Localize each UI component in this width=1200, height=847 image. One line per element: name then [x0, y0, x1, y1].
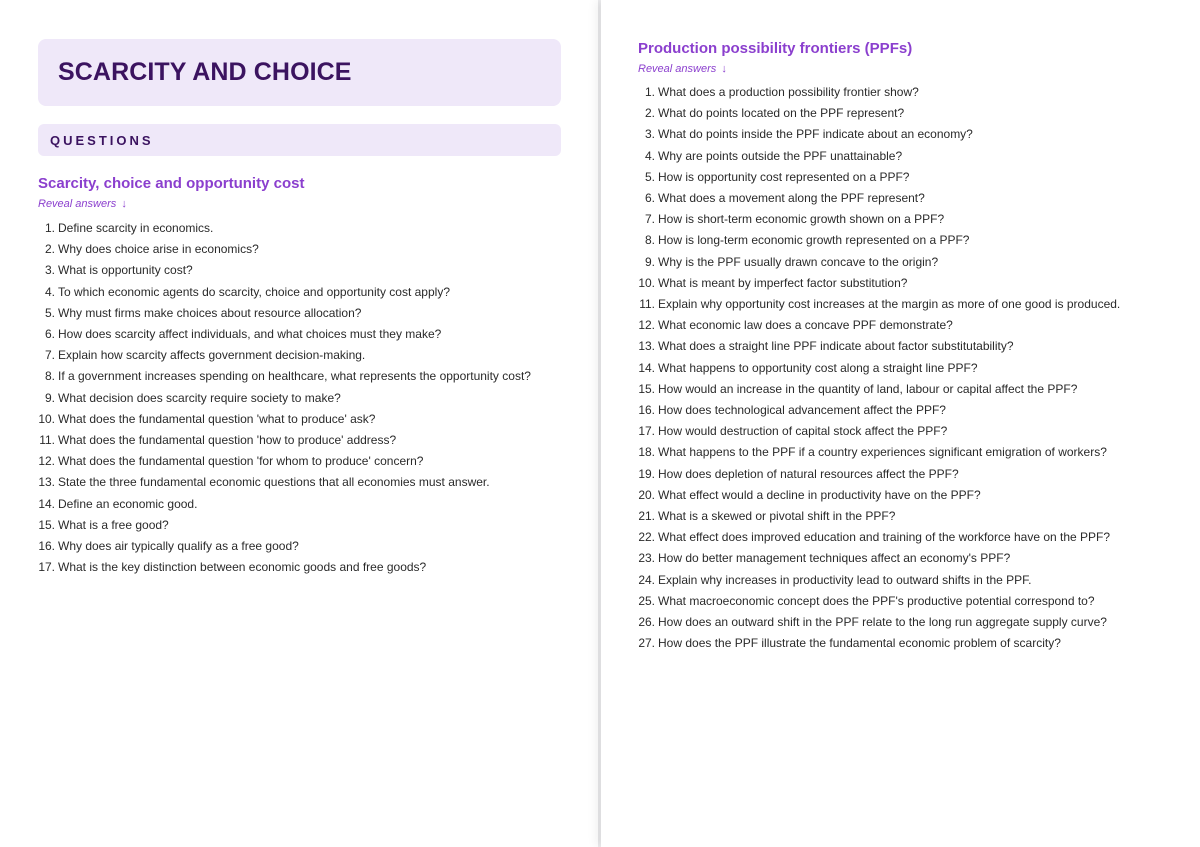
question-item — [38, 494, 561, 515]
question-text: Define an economic good. — [58, 496, 198, 511]
question-text: What is the key distinction between economic goods and free goods? — [58, 560, 427, 575]
question-item — [38, 324, 561, 345]
question-number: 18. — [638, 445, 655, 460]
question-item — [638, 358, 1180, 379]
question-text: What does a straight line PPF indicate about factor substitutability? — [658, 339, 1014, 354]
question-number: 14. — [638, 360, 655, 375]
question-number: 2. — [44, 242, 55, 257]
question-number: 7. — [44, 348, 55, 363]
question-text: What does the fundamental question 'what to produce' ask? — [58, 411, 376, 426]
question-list-ppf — [638, 82, 1180, 654]
question-text: Why does choice arise in economics? — [58, 242, 259, 257]
question-item — [638, 633, 1180, 654]
question-number: 10. — [638, 275, 655, 290]
question-number: 8. — [44, 369, 55, 384]
question-item — [638, 506, 1180, 527]
question-text: Why are points outside the PPF unattainable? — [658, 148, 903, 163]
question-item — [38, 472, 561, 493]
question-number: 16. — [38, 539, 55, 554]
question-text: What is meant by imperfect factor substitution? — [658, 275, 908, 290]
page-title: SCARCITY AND CHOICE — [58, 58, 352, 86]
question-number: 3. — [44, 263, 55, 278]
question-text: How is opportunity cost represented on a PPF? — [658, 169, 910, 184]
question-item — [638, 421, 1180, 442]
question-text: What does a production possibility frontier show? — [658, 85, 919, 99]
question-text: How do better management techniques affect an economy's PPF? — [658, 551, 1011, 566]
question-item — [38, 260, 561, 281]
question-number: 12. — [638, 318, 655, 333]
question-number: 11. — [639, 297, 655, 312]
question-text: Explain how scarcity affects government decision-making. — [58, 348, 366, 363]
question-item — [38, 366, 561, 387]
question-number: 19. — [638, 466, 655, 481]
question-text: How does scarcity affect individuals, and what choices must they make? — [58, 327, 442, 342]
question-item — [638, 294, 1180, 315]
question-number: 24. — [638, 572, 655, 587]
question-number: 9. — [44, 390, 55, 405]
question-number: 27. — [638, 636, 655, 651]
question-number: 1. — [644, 85, 655, 99]
down-arrow-icon: ↓ — [121, 198, 127, 210]
question-item — [38, 451, 561, 472]
question-text: What does the fundamental question 'for whom to produce' concern? — [58, 454, 424, 469]
question-number: 12. — [38, 454, 55, 469]
question-number: 4. — [44, 284, 55, 299]
question-item — [38, 239, 561, 260]
question-item — [638, 230, 1180, 251]
question-number: 4. — [644, 148, 655, 163]
question-item — [638, 124, 1180, 145]
question-item — [638, 273, 1180, 294]
question-item — [638, 612, 1180, 633]
question-text: What is a free good? — [58, 517, 169, 532]
question-item — [638, 548, 1180, 569]
question-number: 16. — [638, 403, 655, 418]
question-number: 25. — [638, 593, 655, 608]
question-item — [638, 485, 1180, 506]
down-arrow-icon: ↓ — [721, 63, 727, 75]
question-number: 15. — [38, 517, 55, 532]
reveal-answers-button[interactable] — [38, 198, 127, 210]
question-item — [638, 591, 1180, 612]
question-text: What macroeconomic concept does the PPF's productive potential correspond to? — [658, 593, 1095, 608]
question-number: 9. — [644, 254, 655, 269]
question-text: What effect would a decline in productivity have on the PPF? — [658, 487, 981, 502]
question-text: What economic law does a concave PPF demonstrate? — [658, 318, 953, 333]
question-text: What is a skewed or pivotal shift in the PPF? — [658, 509, 896, 524]
question-number: 20. — [638, 487, 655, 502]
question-item — [638, 146, 1180, 167]
question-number: 1. — [44, 221, 55, 235]
section-title-scarcity: Scarcity, choice and opportunity cost — [38, 175, 305, 192]
question-item — [638, 167, 1180, 188]
question-number: 23. — [638, 551, 655, 566]
question-item — [638, 188, 1180, 209]
question-text: Explain why increases in productivity lead to outward shifts in the PPF. — [658, 572, 1032, 587]
reveal-answers-label: Reveal answers — [38, 198, 117, 210]
question-text: What do points located on the PPF represent? — [658, 106, 905, 121]
left-page — [0, 0, 598, 847]
question-item — [638, 315, 1180, 336]
question-text: How would an increase in the quantity of land, labour or capital affect the PPF? — [658, 381, 1078, 396]
question-number: 7. — [644, 212, 655, 227]
question-number: 3. — [644, 127, 655, 142]
question-item — [638, 570, 1180, 591]
question-text: What decision does scarcity require society to make? — [58, 390, 341, 405]
question-item — [638, 103, 1180, 124]
question-item — [638, 464, 1180, 485]
question-number: 5. — [44, 305, 55, 320]
question-text: What happens to opportunity cost along a straight line PPF? — [658, 360, 978, 375]
question-text: What is opportunity cost? — [58, 263, 193, 278]
question-item — [38, 303, 561, 324]
question-text: How is long-term economic growth represented on a PPF? — [658, 233, 970, 248]
question-item — [638, 82, 1180, 103]
question-number: 26. — [638, 615, 655, 630]
question-text: How is short-term economic growth shown on a PPF? — [658, 212, 945, 227]
question-text: How does the PPF illustrate the fundamental economic problem of scarcity? — [658, 636, 1061, 651]
question-item — [638, 400, 1180, 421]
question-number: 13. — [638, 339, 655, 354]
question-text: Why does air typically qualify as a free good? — [58, 539, 299, 554]
question-item — [38, 345, 561, 366]
question-item — [38, 557, 561, 578]
question-text: How does an outward shift in the PPF relate to the long run aggregate supply curve? — [658, 615, 1107, 630]
question-item — [38, 218, 561, 239]
question-item — [38, 409, 561, 430]
question-number: 22. — [638, 530, 655, 545]
question-text: To which economic agents do scarcity, choice and opportunity cost apply? — [58, 284, 450, 299]
question-text: If a government increases spending on healthcare, what represents the opportunity cost? — [58, 369, 531, 384]
question-item — [638, 252, 1180, 273]
question-number: 8. — [644, 233, 655, 248]
questions-label: QUESTIONS — [50, 132, 154, 148]
question-number: 5. — [644, 169, 655, 184]
question-number: 10. — [38, 411, 55, 426]
question-item — [38, 282, 561, 303]
question-text: What does the fundamental question 'how to produce' address? — [58, 433, 397, 448]
question-text: How does depletion of natural resources affect the PPF? — [658, 466, 959, 481]
question-item — [638, 336, 1180, 357]
right-page — [601, 0, 1200, 847]
question-item — [638, 379, 1180, 400]
question-text: Why must firms make choices about resource allocation? — [58, 305, 362, 320]
question-text: How does technological advancement affect the PPF? — [658, 403, 946, 418]
question-text: Why is the PPF usually drawn concave to the origin? — [658, 254, 939, 269]
question-item — [38, 430, 561, 451]
question-number: 6. — [44, 327, 55, 342]
question-number: 21. — [638, 509, 655, 524]
question-text: What happens to the PPF if a country experiences significant emigration of workers? — [658, 445, 1107, 460]
question-number: 14. — [38, 496, 55, 511]
title-banner — [38, 39, 561, 106]
questions-banner — [38, 124, 561, 156]
question-number: 17. — [638, 424, 655, 439]
reveal-answers-button[interactable] — [638, 63, 727, 75]
question-item — [638, 527, 1180, 548]
question-number: 6. — [644, 191, 655, 206]
question-item — [638, 209, 1180, 230]
question-text: What do points inside the PPF indicate about an economy? — [658, 127, 973, 142]
question-text: Explain why opportunity cost increases at the margin as more of one good is produced. — [658, 297, 1121, 312]
reveal-answers-label: Reveal answers — [638, 63, 717, 75]
question-text: How would destruction of capital stock affect the PPF? — [658, 424, 948, 439]
question-text: What does a movement along the PPF represent? — [658, 191, 925, 206]
question-number: 11. — [39, 433, 55, 448]
question-text: What effect does improved education and training of the workforce have on the PPF? — [658, 530, 1111, 545]
question-number: 13. — [38, 475, 55, 490]
question-text: State the three fundamental economic questions that all economies must answer. — [58, 475, 490, 490]
question-item — [38, 388, 561, 409]
question-number: 15. — [638, 381, 655, 396]
question-item — [38, 515, 561, 536]
section-title-ppf: Production possibility frontiers (PPFs) — [638, 40, 913, 57]
question-number: 2. — [644, 106, 655, 121]
question-list-scarcity — [38, 218, 561, 578]
question-number: 17. — [38, 560, 55, 575]
question-text: Define scarcity in economics. — [58, 221, 214, 235]
question-item — [638, 442, 1180, 463]
question-item — [38, 536, 561, 557]
